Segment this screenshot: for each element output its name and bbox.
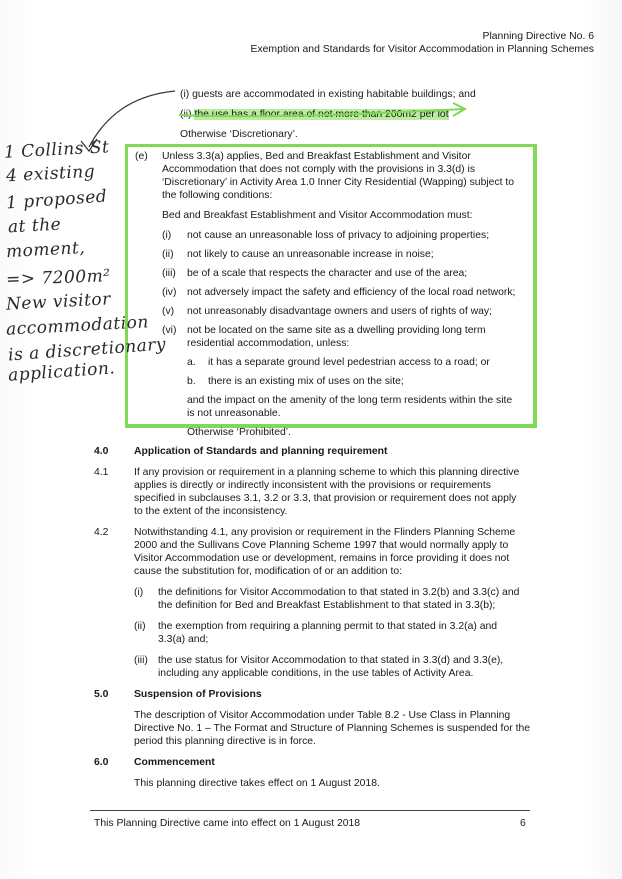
section-text-line: cause the substitution for, modification of or an addition to: [134,566,403,577]
list-item-line: the exemption from requiring a planning permit to that stated in 3.2(a) and [158,621,498,632]
highlighted-floor-area-text: the use has a floor area of not more than 200m2 per lot [194,109,449,120]
section-text-line: Directive No. 1 – The Format and Structure of Planning Schemes is suspended for the [134,723,531,734]
condition-num: (iii) [162,268,176,279]
list-item-line: the use status for Visitor Accommodation to that stated in 3.3(d) and 3.3(e), [158,655,504,666]
item-i-existing-buildings: (i) guests are accommodated in existing habitable buildings; and [180,89,476,100]
section-5-0-title: Suspension of Provisions [134,689,262,700]
footer-divider [90,810,530,811]
otherwise-discretionary: Otherwise ‘Discretionary’. [180,129,298,140]
section-text-line: Notwithstanding 4.1, any provision or requirement in the Flinders Planning Scheme [134,527,516,538]
section-text-line: If any provision or requirement in a planning scheme to which this planning directive [134,467,520,478]
clause-e-line-3: ‘Discretionary’ in Activity Area 1.0 Inner City Residential (Wapping) subject to [162,177,515,188]
list-item-line: the definition for Bed and Breakfast Establishment to that stated in 3.3(b); [158,600,496,611]
list-item-num: (iii) [134,655,148,666]
section-text-line: Visitor Accommodation use or development, remains in force providing it does not [134,553,510,564]
footer-effect-note: This Planning Directive came into effect on 1 August 2018 [94,818,361,829]
section-text-line: specified in subclauses 3.1, 3.2 or 3.3, that provision or requirement does not apply [134,493,517,504]
handwritten-note-line: accommodation [5,312,150,340]
condition-text: not cause an unreasonable loss of privacy to adjoining properties; [187,230,490,241]
sub-condition-text: there is an existing mix of uses on the site; [208,376,404,387]
otherwise-prohibited: Otherwise ‘Prohibited’. [187,427,291,438]
section-4-0-number: 4.0 [94,446,109,457]
handwritten-note-line: at the [7,214,62,238]
condition-num: (iv) [162,287,177,298]
list-item-line: the definitions for Visitor Accommodation to that stated in 3.2(b) and 3.3(c) and [158,587,520,598]
list-item-num: (i) [134,587,144,598]
condition-text: not unreasonably disadvantage owners and users of rights of way; [187,306,492,317]
section-text-line: 2000 and the Sullivans Cove Planning Scheme 1997 that would normally apply to [134,540,509,551]
header-directive-number: Planning Directive No. 6 [482,31,594,42]
handwritten-note-line: moment, [5,237,86,263]
handwritten-note-line: New visitor [5,289,112,315]
handwritten-note-line: application. [7,358,116,386]
clause-e-line-1: Unless 3.3(a) applies, Bed and Breakfast Establishment and Visitor [162,151,471,162]
section-text-line: to the extent of the inconsistency. [134,506,288,517]
clause-e-line-2: Accommodation that does not comply with the provisions in 3.3(d) is [162,164,476,175]
header-subtitle: Exemption and Standards for Visitor Accommodation in Planning Schemes [250,44,594,55]
condition-text: be of a scale that respects the character and use of the area; [187,268,468,279]
condition-vi-continuation: residential accommodation, unless: [187,338,350,349]
amenity-line-2: is not unreasonable. [187,408,281,419]
list-item-line: 3.3(a) and; [158,634,209,645]
section-text-line: This planning directive takes effect on 1 August 2018. [134,778,380,789]
handwritten-note-line: 1 Collins St [3,137,110,163]
section-6-0-title: Commencement [134,757,215,768]
clause-e-label: (e) [135,151,148,162]
condition-num: (i) [162,230,172,241]
amenity-line-1: and the impact on the amenity of the long term residents within the site [187,395,513,406]
section-4-0-title: Application of Standards and planning requirement [134,446,388,457]
section-text-line: applies is directly or indirectly inconsistent with the provisions or requirements [134,480,491,491]
handwritten-note-line: is a discretionary [7,334,167,366]
list-item-num: (ii) [134,621,146,632]
sub-condition-text: it has a separate ground level pedestrian access to a road; or [208,357,490,368]
handwritten-note-line: => 7200m² [5,266,111,290]
page-number: 6 [520,818,526,829]
section-text-line: period this planning directive is in force. [134,736,316,747]
condition-text: not be located on the same site as a dwelling providing long term [187,325,486,336]
condition-num: (v) [162,306,175,317]
clause-e-line-4: the following conditions: [162,190,273,201]
list-item-line: including any applicable conditions, in the use tables of Activity Area. [158,668,474,679]
sub-condition-num: a. [187,357,196,368]
condition-num: (vi) [162,325,177,336]
section-4-2-number: 4.2 [94,527,109,538]
section-6-0-number: 6.0 [94,757,109,768]
section-5-0-number: 5.0 [94,689,109,700]
item-ii-number: (ii) [180,109,192,120]
handwritten-note-line: 1 proposed [5,186,108,214]
clause-e-intro: Bed and Breakfast Establishment and Visitor Accommodation must: [162,210,473,221]
condition-num: (ii) [162,249,174,260]
section-text-line: The description of Visitor Accommodation under Table 8.2 - Use Class in Planning [134,710,511,721]
sub-condition-num: b. [187,376,196,387]
condition-text: not likely to cause an unreasonable increase in noise; [187,249,434,260]
section-4-1-number: 4.1 [94,467,109,478]
condition-text: not adversely impact the safety and efficiency of the local road network; [187,287,516,298]
handwritten-note-line: 4 existing [5,161,96,187]
